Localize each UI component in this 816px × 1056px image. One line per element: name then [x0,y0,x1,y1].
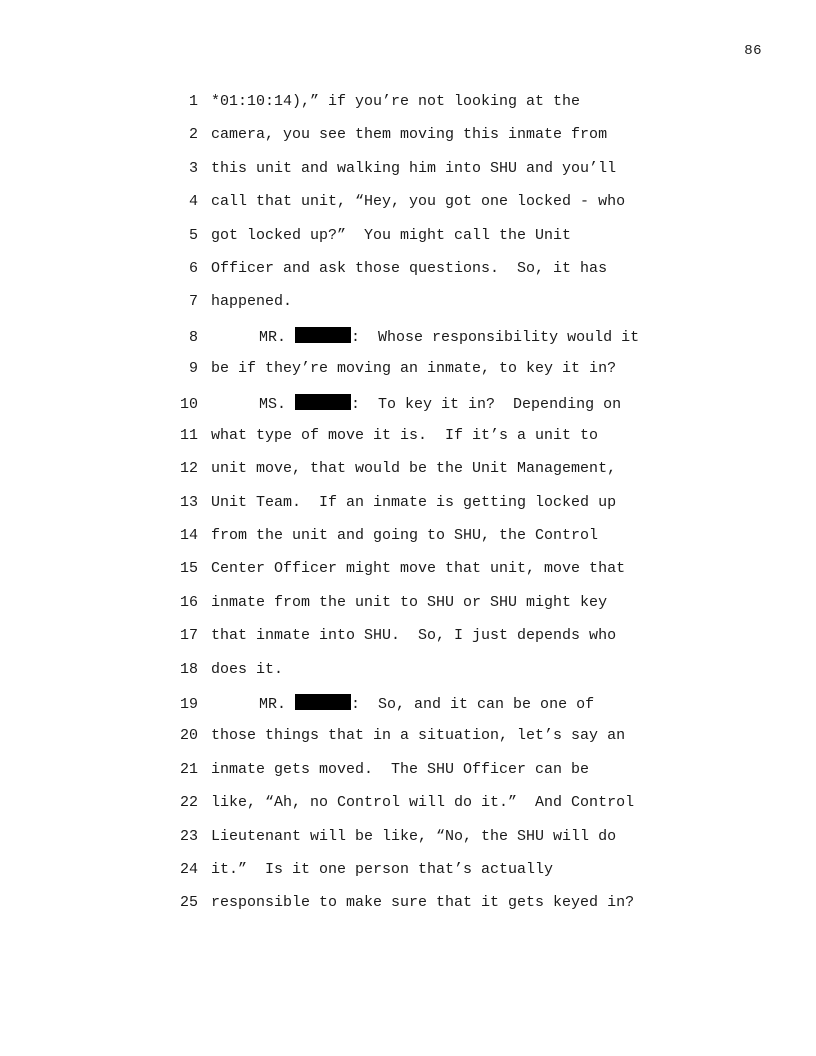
line-number: 18 [179,660,198,678]
line-number: 2 [188,126,198,144]
line-number: 23 [179,827,198,845]
line-number: 14 [179,527,198,545]
line-text: what type of move it is. If it’s a unit to [211,426,599,444]
transcript-line [168,794,768,827]
line-number: 16 [179,593,198,611]
line-number: 6 [188,259,198,277]
transcript-line [168,460,768,493]
redaction-box [295,694,351,710]
transcript-line [168,93,768,126]
line-text: : Whose responsibility would it [351,328,640,346]
line-text: *01:10:14),” if you’re not looking at the [211,93,581,110]
transcript-line [168,193,768,226]
line-text: like, “Ah, no Control will do it.” And Control [211,794,635,812]
transcript-body [168,93,768,928]
line-text: happened. [211,293,293,311]
page-number: 86 [744,43,762,59]
line-text: call that unit, “Hey, you got one locked - who [211,193,626,211]
line-number: 25 [179,894,198,912]
speaker-line [211,694,594,713]
speaker-line [211,394,621,413]
line-text: responsible to make sure that it gets keyed in? [211,894,635,912]
line-number: 21 [179,760,198,778]
line-number: 15 [179,560,198,578]
line-number: 3 [188,159,198,177]
transcript-line-speaker [168,694,768,727]
transcript-line [168,894,768,927]
transcript-line [168,494,768,527]
line-text: camera, you see them moving this inmate from [211,126,608,144]
line-text: be if they’re moving an inmate, to key it in? [211,360,617,378]
line-number: 17 [179,627,198,645]
transcript-line [168,293,768,326]
redaction-box [295,327,351,343]
line-text: from the unit and going to SHU, the Control [211,527,599,545]
line-text: unit move, that would be the Unit Management, [211,460,617,478]
redaction-box [295,394,351,410]
transcript-line [168,227,768,260]
speaker-line [211,327,639,346]
transcript-line [168,861,768,894]
line-text: does it. [211,660,284,678]
line-number: 19 [179,696,198,714]
line-number: 9 [188,360,198,378]
line-number: 20 [179,727,198,745]
line-number: 7 [188,293,198,311]
line-number: 8 [188,328,198,346]
speaker-title: MR. [259,328,287,346]
transcript-line [168,160,768,193]
transcript-line-speaker [168,327,768,360]
transcript-line [168,727,768,760]
transcript-line [168,828,768,861]
line-number: 1 [188,93,198,110]
line-text: : To key it in? Depending on [351,395,622,413]
line-number: 4 [188,193,198,211]
speaker-title: MR. [259,696,287,714]
line-number: 13 [179,493,198,511]
line-text: this unit and walking him into SHU and you’ll [211,159,617,177]
line-text: Lieutenant will be like, “No, the SHU will do [211,827,617,845]
line-number: 24 [179,860,198,878]
transcript-line [168,360,768,393]
line-text: Unit Team. If an inmate is getting locked up [211,493,617,511]
line-text: that inmate into SHU. So, I just depends who [211,627,617,645]
line-number: 22 [179,794,198,812]
line-number: 11 [179,426,198,444]
line-text: those things that in a situation, let’s say an [211,727,626,745]
transcript-line [168,661,768,694]
transcript-line-speaker [168,394,768,427]
transcript-line [168,594,768,627]
line-number: 5 [188,226,198,244]
line-text: it.” Is it one person that’s actually [211,860,554,878]
transcript-line [168,126,768,159]
line-text: Center Officer might move that unit, move that [211,560,626,578]
line-text: inmate from the unit to SHU or SHU might key [211,593,608,611]
transcript-line [168,260,768,293]
line-number: 10 [179,395,198,413]
transcript-line [168,427,768,460]
speaker-title: MS. [259,395,287,413]
line-text: got locked up?” You might call the Unit [211,226,572,244]
transcript-line [168,627,768,660]
transcript-line [168,560,768,593]
line-text: : So, and it can be one of [351,696,595,714]
line-text: inmate gets moved. The SHU Officer can be [211,760,590,778]
transcript-line [168,527,768,560]
transcript-line [168,761,768,794]
line-number: 12 [179,460,198,478]
line-text: Officer and ask those questions. So, it has [211,259,608,277]
